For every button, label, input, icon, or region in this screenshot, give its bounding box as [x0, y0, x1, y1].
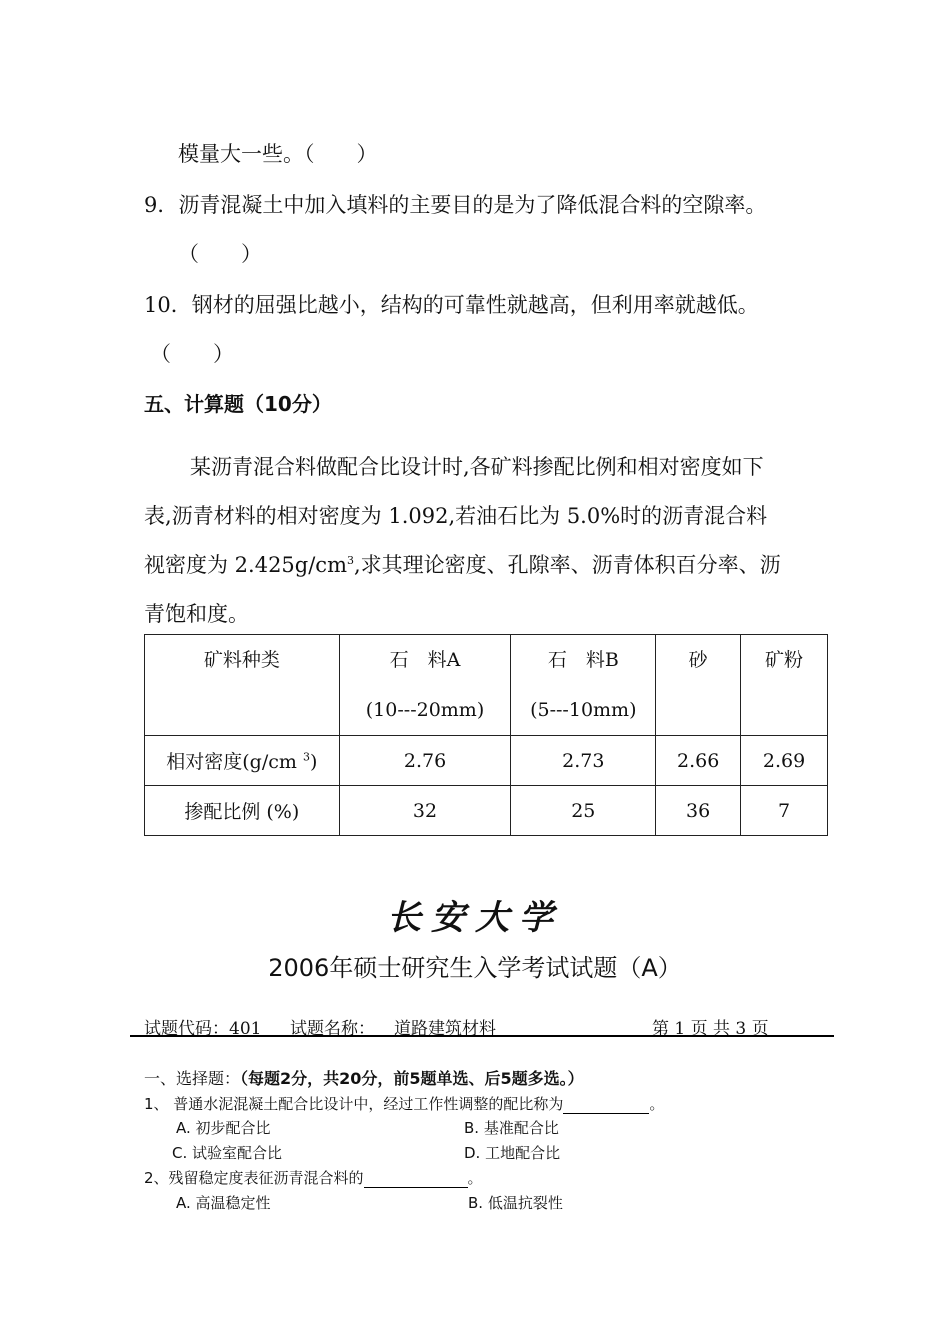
table-row — [145, 786, 828, 836]
density-mineral-powder: 2.69 — [741, 736, 828, 786]
row-label-density: 相对密度(g/cm $^3$) — [145, 736, 340, 786]
ratio-sand: 36 — [656, 786, 741, 836]
header-stone-a: 石 料A — [389, 649, 461, 671]
density-stone-a: 2.76 — [339, 736, 511, 786]
section-1-heading: 一、选择题：（每题2分，共20分，前5题单选、后5题多选。） — [144, 1069, 584, 1088]
q1-option-c: C. 试验室配合比 — [172, 1144, 283, 1162]
q1-option-a: A. 初步配合比 — [176, 1119, 271, 1137]
question-2-stem: 2、残留稳定度表征沥青混合料的 。 — [144, 1169, 483, 1187]
header-stone-b: 石 料B — [547, 649, 619, 671]
q8-tail: 模量大一些。（ ） — [178, 142, 378, 166]
table-header-row — [145, 635, 828, 736]
ratio-stone-b: 25 — [511, 786, 656, 836]
question-10: 10．钢材的屈强比越小，结构的可靠性就越高，但利用率就越低。 — [144, 293, 759, 317]
header-stone-b-size: (5---10mm) — [530, 699, 637, 721]
university-name: 长安大学 — [387, 898, 563, 938]
exam-code: 试题代码：401 — [144, 1019, 262, 1039]
problem-para-line-4: 青饱和度。 — [144, 602, 249, 626]
q1-option-d: D. 工地配合比 — [464, 1144, 561, 1162]
exam-name-label: 试题名称： — [290, 1019, 375, 1039]
header-mineral-powder: 矿粉 — [765, 649, 804, 671]
header-stone-a-size: (10---20mm) — [365, 699, 485, 721]
answer-blank — [364, 1173, 468, 1188]
exam-subject: 道路建筑材料 — [394, 1019, 496, 1039]
density-stone-b: 2.73 — [511, 736, 656, 786]
answer-blank — [563, 1099, 649, 1114]
problem-para-line-1: 某沥青混合料做配合比设计时,各矿料掺配比例和相对密度如下 — [190, 455, 764, 479]
row-label-ratio: 掺配比例 (%) — [145, 786, 340, 836]
header-material-type: 矿料种类 — [203, 649, 280, 671]
question-10-paren: （ ） — [150, 342, 234, 366]
page-info: 第 1 页 共 3 页 — [652, 1019, 769, 1039]
header-divider — [130, 1035, 834, 1037]
header-sand: 砂 — [688, 649, 708, 671]
table-row — [145, 736, 828, 786]
question-1-stem: 1、 普通水泥混凝土配合比设计中，经过工作性调整的配比称为 。 — [144, 1095, 665, 1113]
exam-title: 2006年硕士研究生入学考试试题（A） — [268, 954, 682, 982]
problem-para-line-3: 视密度为 $2.425g/cm^3$,求其理论密度、孔隙率、沥青体积百分率、沥 — [144, 553, 781, 577]
ratio-stone-a: 32 — [339, 786, 511, 836]
ratio-mineral-powder: 7 — [741, 786, 828, 836]
problem-para-line-2: 表,沥青材料的相对密度为 1.092,若油石比为 5.0%时的沥青混合料 — [144, 504, 768, 528]
density-sand: 2.66 — [656, 736, 741, 786]
section-5-heading: 五、计算题（10分） — [144, 392, 332, 416]
aggregate-table — [144, 634, 828, 836]
question-9: 9．沥青混凝土中加入填料的主要目的是为了降低混合料的空隙率。 — [144, 193, 767, 217]
q1-option-b: B. 基准配合比 — [464, 1119, 559, 1137]
q2-option-b: B. 低温抗裂性 — [468, 1194, 563, 1212]
question-9-paren: （ ） — [178, 242, 262, 266]
q2-option-a: A. 高温稳定性 — [176, 1194, 271, 1212]
